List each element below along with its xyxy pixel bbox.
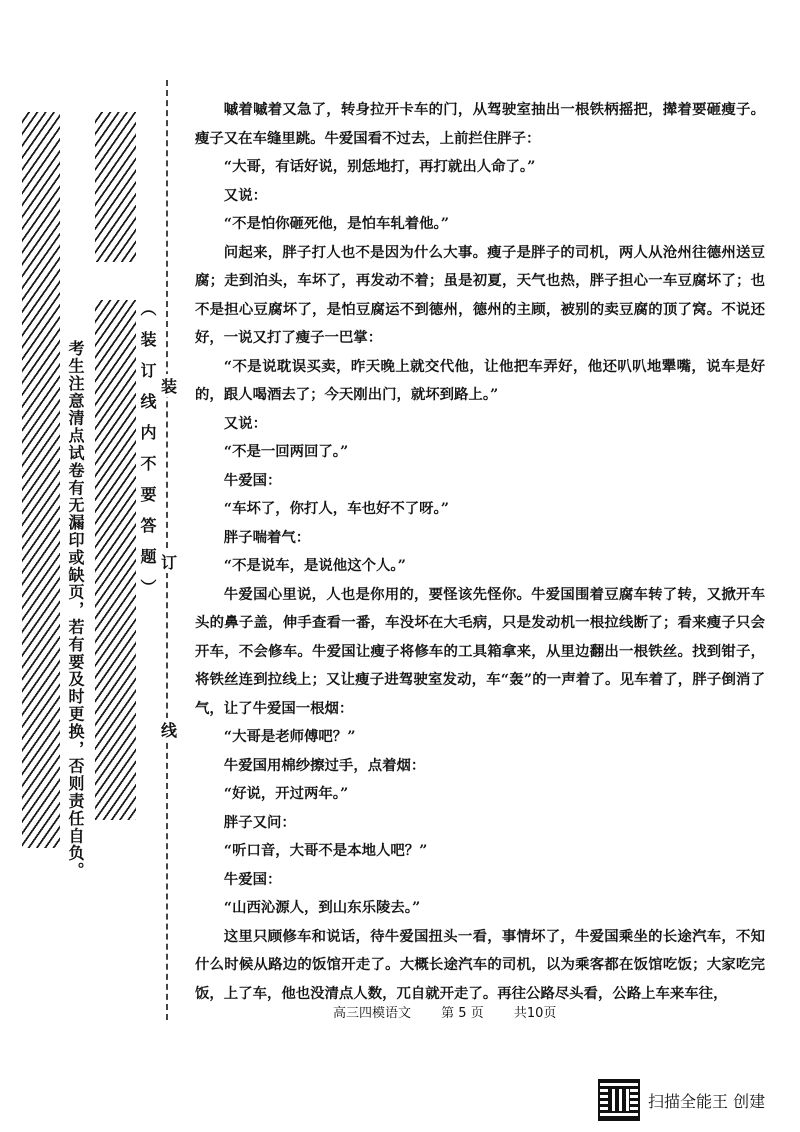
paragraph: 胖子又问：	[223, 813, 296, 831]
paragraph: 牛爱国用棉纱擦过手，点着烟：	[223, 756, 426, 774]
paragraph: “听口音，大哥不是本地人吧？”	[223, 842, 428, 859]
paragraph: “好说，开过两年。”	[223, 785, 349, 802]
paragraph: “不是一回两回了。”	[223, 443, 349, 460]
watermark-text: 扫描全能王 创建	[648, 1091, 766, 1111]
paragraph: “大哥是老师傅吧？”	[223, 728, 356, 745]
paragraph: 牛爱国：	[223, 870, 282, 888]
binding-word-xian: 线	[160, 718, 178, 741]
exam-notice: 考生注意清点试卷有无漏印或缺页，若有要及时更换，否则责任自负。	[66, 340, 85, 880]
paragraph: “不是怕你砸死他，是怕车轧着他。”	[223, 215, 450, 232]
footer-subject: 高三四模语文	[333, 1006, 412, 1021]
paragraph: “不是说车，是说他这个人。”	[223, 557, 406, 574]
binding-hatch-right	[95, 300, 136, 820]
paragraph: 这里只顾修车和说话，待牛爱国扭头一看，事情坏了，牛爱国乘坐的长途汽车，不知什么时候从路边的饭馆开走了。大概长途汽车的司机，以为乘客都在饭馆吃饭；大家吃完饭，上了车，他也没清点人数，兀自就开走了。再往公路尽头看，公路上车来车往，	[195, 927, 765, 1002]
paragraph: 胖子喘着气：	[223, 528, 311, 546]
binding-hatch-left	[22, 112, 60, 848]
binding-word-ding: 订	[160, 550, 178, 573]
paragraph: “不是说耽误买卖，昨天晚上就交代他，让他把车弄好，他还叭叭地犟嘴，说车是好的，跟人喝酒去了；今天刚出门，就坏到路上。”	[195, 357, 765, 403]
binding-hatch-right-top	[95, 112, 136, 262]
paragraph: “山西沁源人，到山东乐陵去。”	[223, 899, 421, 916]
binding-warning: （装订线内不要答题）	[138, 300, 157, 610]
binding-word-zhuang: 装	[160, 374, 178, 397]
paragraph: 牛爱国：	[223, 471, 282, 489]
footer-page-total: 共10页	[513, 1006, 557, 1021]
footer-page-number: 第 5 页	[441, 1006, 484, 1021]
paragraph: “大哥，有话好说，别恁地打，再打就出人命了。”	[223, 158, 536, 175]
paragraph: 牛爱国心里说，人也是你用的，要怪该先怪你。牛爱国围着豆腐车转了转，又掀开车头的鼻子盖，伸手查看一番，车没坏在大毛病，只是发动机一根拉线断了；看来瘦子只会开车，不会修车。牛爱国让瘦子将修车的工具箱拿来，从里边翻出一根铁丝。找到钳子，将铁丝连到拉线上；又让瘦子进驾驶室发动，车“轰”的一声着了。见车着了，胖子倒消了气，让了牛爱国一根烟：	[195, 585, 765, 717]
article-body	[195, 96, 765, 1008]
page-footer	[333, 1002, 582, 1021]
paragraph: 问起来，胖子打人也不是因为什么大事。瘦子是胖子的司机，两人从沧州往德州送豆腐；走到泊头，车坏了，再发动不着；虽是初夏，天气也热，胖子担心一车豆腐坏了；也不是担心豆腐坏了，是怕豆腐运不到德州，德州的主顾，被别的卖豆腐的顶了窝。不说还好，一说又打了瘦子一巴掌：	[195, 243, 765, 346]
paragraph: “车坏了，你打人，车也好不了呀。”	[223, 500, 450, 517]
paragraph: 又说：	[223, 414, 267, 432]
scanner-watermark	[598, 1080, 765, 1120]
paragraph: 又说：	[223, 186, 267, 204]
qr-code-icon	[598, 1079, 640, 1121]
paragraph: 嘁着嘁着又急了，转身拉开卡车的门，从驾驶室抽出一根铁柄摇把，撵着要砸瘦子。瘦子又在车缝里跳。牛爱国看不过去，上前拦住胖子：	[195, 101, 765, 147]
